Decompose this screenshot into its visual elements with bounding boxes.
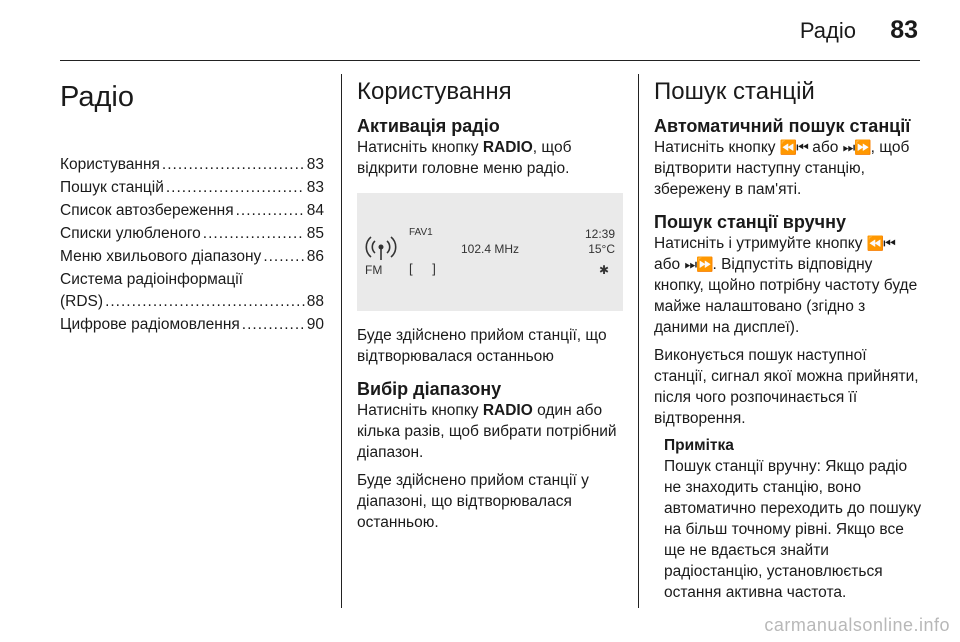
paragraph: Виконується пошук наступної станції, сигнал якої можна прийняти, після чого розпочинається її відтворення. — [654, 347, 919, 427]
toc-label-cont: (RDS) — [60, 293, 104, 310]
header-rule — [60, 60, 920, 61]
toc-entry[interactable] — [60, 154, 324, 176]
bluetooth-icon: ✱ — [598, 263, 609, 277]
watermark: carmanualsonline.info — [764, 615, 950, 635]
text: один або кілька разів, щоб вибрати потрібний діапазон. — [357, 402, 617, 461]
toc-page: 86 — [306, 248, 324, 265]
paragraph — [654, 233, 922, 338]
toc-label: Користування — [60, 156, 160, 173]
text: . Відпустіть відповідну кнопку, щойно потрібну частоту буде майже налаштовано (згідно з даними на дисплеї). — [654, 256, 918, 336]
column-divider-2 — [638, 74, 639, 608]
toc-label: Списки улюбленого — [60, 225, 201, 242]
page-number: 83 — [890, 16, 918, 44]
note-box — [664, 436, 922, 603]
temperature-readout: 15°C — [588, 242, 615, 256]
radio-key-label: RADIO — [482, 139, 533, 156]
station-search-column — [654, 74, 922, 610]
toc-label: Список автозбереження — [60, 202, 234, 219]
frequency-readout: 102.4 MHz — [461, 242, 520, 256]
text: , щоб відкрити головне меню радіо. — [357, 139, 572, 177]
text: Натисніть і утримуйте кнопку — [654, 235, 867, 252]
clock-readout: 12:39 — [584, 227, 615, 241]
paragraph — [357, 137, 623, 179]
text: Натисніть кнопку — [654, 139, 780, 156]
table-of-contents — [60, 154, 324, 336]
toc-page: 83 — [306, 156, 324, 173]
seek-forward-icon: ⏭⏩ — [684, 256, 713, 272]
running-header-title: Радіо — [799, 18, 856, 43]
text: Натисніть кнопку — [357, 402, 483, 419]
usage-column — [357, 74, 623, 540]
text: , щоб відтворити наступну станцію, збережену в пам'яті. — [654, 139, 910, 198]
preset-brackets: [ ] — [409, 261, 444, 276]
toc-entry[interactable] — [60, 177, 324, 199]
note-text: Пошук станції вручну: Якщо радіо не знаходить станцію, воно автоматично переходить до пошуку на більш точному рівні. Якщо все ще не вдається знайти радіостанцію, установлюється остання активна частота. — [664, 458, 922, 601]
seek-back-icon: ⏪⏮ — [866, 235, 895, 251]
antenna-icon — [364, 231, 398, 261]
toc-leader — [236, 200, 305, 222]
text: або — [654, 256, 685, 273]
radio-display-illustration — [357, 193, 623, 311]
toc-leader — [166, 177, 305, 199]
paragraph: Буде здійснено прийом станції, що відтворювалася останньою — [357, 327, 607, 365]
toc-leader — [242, 314, 305, 336]
favourite-list-label: FAV1 — [409, 227, 433, 238]
toc-entry[interactable] — [60, 200, 324, 222]
toc-label: Пошук станцій — [60, 179, 164, 196]
subsection-title: Вибір діапазону — [357, 379, 502, 399]
toc-entry[interactable] — [60, 314, 324, 336]
toc-leader — [105, 291, 305, 313]
toc-page: 83 — [306, 179, 324, 196]
toc-page: 85 — [306, 225, 324, 242]
toc-page: 90 — [306, 316, 324, 333]
toc-leader — [203, 223, 305, 245]
paragraph: Буде здійснено прийом станції у діапазоні, що відтворювалася останньою. — [357, 472, 589, 531]
chapter-title: Радіо — [60, 81, 135, 113]
section-title: Користування — [357, 78, 512, 105]
toc-page: 84 — [306, 202, 324, 219]
seek-forward-icon: ⏭⏩ — [842, 139, 871, 155]
toc-label: Меню хвильового діапазону — [60, 248, 262, 265]
toc-label: Система радіоінформації — [60, 271, 243, 288]
seek-back-icon: ⏪⏮ — [779, 139, 808, 155]
toc-entry[interactable] — [60, 269, 324, 313]
toc-leader — [263, 246, 304, 268]
note-title: Примітка — [664, 437, 734, 454]
subsection-title: Автоматичний пошук станції — [654, 116, 911, 136]
text: Натисніть кнопку — [357, 139, 483, 156]
chapter-toc-column — [60, 74, 324, 337]
toc-leader — [162, 154, 305, 176]
section-title: Пошук станцій — [654, 78, 815, 105]
toc-entry[interactable] — [60, 223, 324, 245]
subsection-title: Активація радіо — [357, 116, 500, 136]
text: або — [807, 139, 843, 156]
toc-label: Цифрове радіомовлення — [60, 316, 240, 333]
band-label: FM — [365, 263, 383, 277]
toc-entry[interactable] — [60, 246, 324, 268]
column-divider-1 — [341, 74, 342, 608]
radio-key-label: RADIO — [482, 402, 533, 419]
paragraph — [654, 137, 922, 200]
paragraph — [357, 400, 623, 463]
toc-page: 88 — [306, 293, 324, 310]
subsection-title: Пошук станції вручну — [654, 212, 846, 232]
